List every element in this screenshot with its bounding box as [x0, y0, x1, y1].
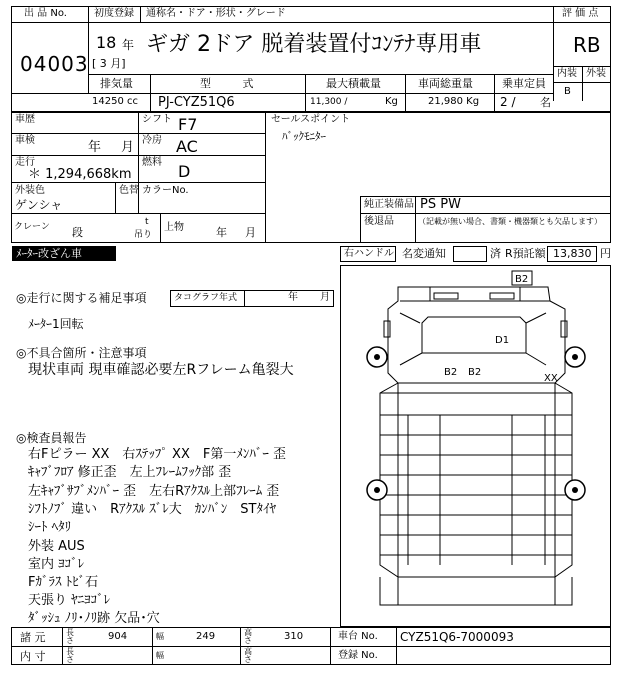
color-change-label: 色替 — [119, 185, 139, 196]
equipment-label: 純正装備品 — [364, 199, 414, 210]
chassis-label: 車台 No. — [338, 631, 378, 642]
capacity-unit: 名 — [540, 96, 551, 109]
interior-grade-label: 内装 — [557, 68, 577, 79]
inspector-line: Fｶﾞﾗｽ ﾄﾋﾞ石 — [28, 575, 99, 590]
lift-month: 月 — [245, 226, 256, 239]
grade-label: 評 価 点 — [562, 8, 599, 19]
inspector-line: ｷｬﾌﾞﾌﾛｱ 修正歪 左上ﾌﾚｰﾑﾌｯｸ部 歪 — [28, 465, 232, 480]
recycle-amount: 13,830 — [553, 247, 592, 260]
first-reg-year: 18 — [96, 33, 117, 52]
interior-dims-label: 内 寸 — [20, 650, 46, 663]
damage-mark: D1 — [495, 335, 510, 346]
grade-value: RB — [573, 33, 601, 57]
tachograph-month: 月 — [320, 292, 330, 303]
first-reg-label: 初度登録 — [94, 8, 134, 19]
interior-length-label: 長さ — [66, 647, 74, 664]
width-value: 249 — [196, 631, 216, 642]
tachograph-year: 年 — [288, 292, 298, 303]
shift-label: シフト — [142, 114, 172, 125]
crane-ton: t — [145, 217, 149, 227]
inspector-line: 右Fピラー XX 右ｽﾃｯﾌﾟ XX F第一ﾒﾝﾊﾞｰ 歪 — [28, 447, 286, 462]
displacement-label: 排気量 — [100, 77, 133, 90]
damage-mark: XX — [544, 373, 558, 384]
mileage-value: ＊ 1,294,668km — [28, 167, 132, 182]
color-value: ゲンシャ — [15, 198, 63, 212]
first-reg-month: [ 3 月] — [92, 57, 126, 70]
tachograph-label: タコグラフ年式 — [174, 293, 238, 303]
aircon-label: 冷房 — [142, 135, 162, 146]
meter-tamper-text: ﾒｰﾀｰ改ざん車 — [16, 247, 82, 260]
lift-label: 上物 — [164, 222, 184, 233]
sales-point-value: ﾊﾞｯｸﾓﾆﾀｰ — [282, 130, 326, 143]
inspector-line: 外装 AUS — [28, 539, 85, 554]
driving-title: ◎走行に関する補足事項 — [16, 291, 147, 305]
mileage-label: 走行 — [15, 157, 35, 168]
inspection-year: 年 — [88, 140, 102, 155]
capacity-value: 2 / — [500, 95, 516, 109]
color-number-label: カラーNo. — [142, 185, 189, 196]
interior-height-label: 高さ — [244, 647, 252, 664]
driving-note: ﾒｰﾀｰ1回転 — [28, 317, 84, 331]
color-label: 外装色 — [15, 185, 45, 196]
exterior-grade-label: 外装 — [586, 68, 606, 79]
name-label: 通称名・ドア・形状・グレード — [146, 8, 286, 19]
recycle-label: R預託額 — [505, 247, 546, 260]
crane-hang: 吊り — [134, 230, 153, 240]
crane-label: クレーン — [14, 222, 50, 232]
chassis-value: CYZ51Q6-7000093 — [400, 630, 514, 644]
inspector-title: ◎検査員報告 — [16, 431, 87, 445]
recycle-mark: 済 — [490, 247, 501, 260]
lot-label: 出 品 No. — [24, 8, 67, 19]
height-value: 310 — [284, 631, 304, 642]
height-label: 高さ — [244, 628, 252, 645]
aftermarket-note: （記載が無い場合、書類・機器類とも欠品します） — [418, 217, 602, 226]
year-unit: 年 — [122, 38, 135, 52]
damage-mark: B2 — [515, 274, 529, 285]
lift-year: 年 — [216, 226, 227, 239]
inspector-line: ｼｰﾄ ﾍﾀﾘ — [28, 520, 72, 535]
defect-note: 現状車両 現車確認必要左Rフレーム亀裂大 — [28, 362, 294, 378]
name-change-label: 名変通知 — [402, 247, 446, 260]
max-load-label: 最大積載量 — [326, 77, 381, 90]
length-label: 長さ — [66, 628, 74, 645]
name-change-box — [453, 246, 487, 262]
aircon-value: AC — [176, 137, 198, 156]
capacity-label: 乗車定員 — [502, 77, 546, 90]
gross-weight-label: 車両総重量 — [418, 77, 473, 90]
history-label: 車歴 — [15, 114, 35, 125]
car-name: ギガ 2ドア 脱着装置付ｺﾝﾃﾅ専用車 — [146, 32, 482, 57]
registration-label: 登録 No. — [338, 650, 378, 661]
length-value: 904 — [108, 631, 128, 642]
inspector-line: 左ｷｬﾌﾞｻﾌﾞﾒﾝﾊﾞｰ 歪 左右Rｱｸｽﾙ上部ﾌﾚｰﾑ 歪 — [28, 484, 280, 499]
inspector-line: 天張り ﾔﾆﾖｺﾞﾚ — [28, 593, 111, 608]
truck-diagram — [340, 265, 611, 627]
max-load-value: 11,300 / — [310, 97, 348, 107]
shift-value: F7 — [178, 115, 198, 134]
fuel-value: D — [178, 162, 191, 181]
width-label: 幅 — [156, 632, 164, 641]
right-hand-label: 右ハンドル — [344, 248, 394, 259]
interior-width-label: 幅 — [156, 651, 164, 660]
model-value: PJ-CYZ51Q6 — [158, 95, 235, 110]
interior-grade: B — [564, 86, 571, 97]
damage-mark: B2 — [444, 367, 458, 378]
aftermarket-label: 後退品 — [364, 216, 394, 227]
equipment-value: PS PW — [420, 197, 461, 212]
inspection-label: 車検 — [15, 135, 35, 146]
sales-point-label: セールスポイント — [271, 114, 351, 125]
inspection-month: 月 — [121, 140, 135, 155]
displacement-value: 14250 cc — [92, 96, 138, 107]
damage-mark: B2 — [468, 367, 482, 378]
fuel-label: 燃料 — [142, 157, 162, 168]
lot-number: 04003 — [20, 52, 89, 76]
crane-stage: 段 — [72, 226, 83, 239]
recycle-unit: 円 — [600, 247, 611, 260]
dims-label: 諸 元 — [20, 631, 46, 644]
inspector-line: ﾀﾞｯｼｭ ﾉﾘ･ﾉﾘ跡 欠品･穴 — [28, 611, 160, 626]
inspector-line: 室内 ﾖｺﾞﾚ — [28, 557, 85, 572]
max-load-unit: Kg — [385, 96, 398, 107]
model-label: 型 式 — [200, 77, 268, 90]
defect-title: ◎不具合箇所・注意事項 — [16, 346, 147, 360]
gross-weight-value: 21,980 Kg — [428, 96, 480, 107]
inspector-line: ｼﾌﾄﾉﾌﾞ 違い Rｱｸｽﾙ ｽﾞﾚ大 ｶﾝﾊﾞﾝ STﾀｲﾔ — [28, 502, 276, 517]
